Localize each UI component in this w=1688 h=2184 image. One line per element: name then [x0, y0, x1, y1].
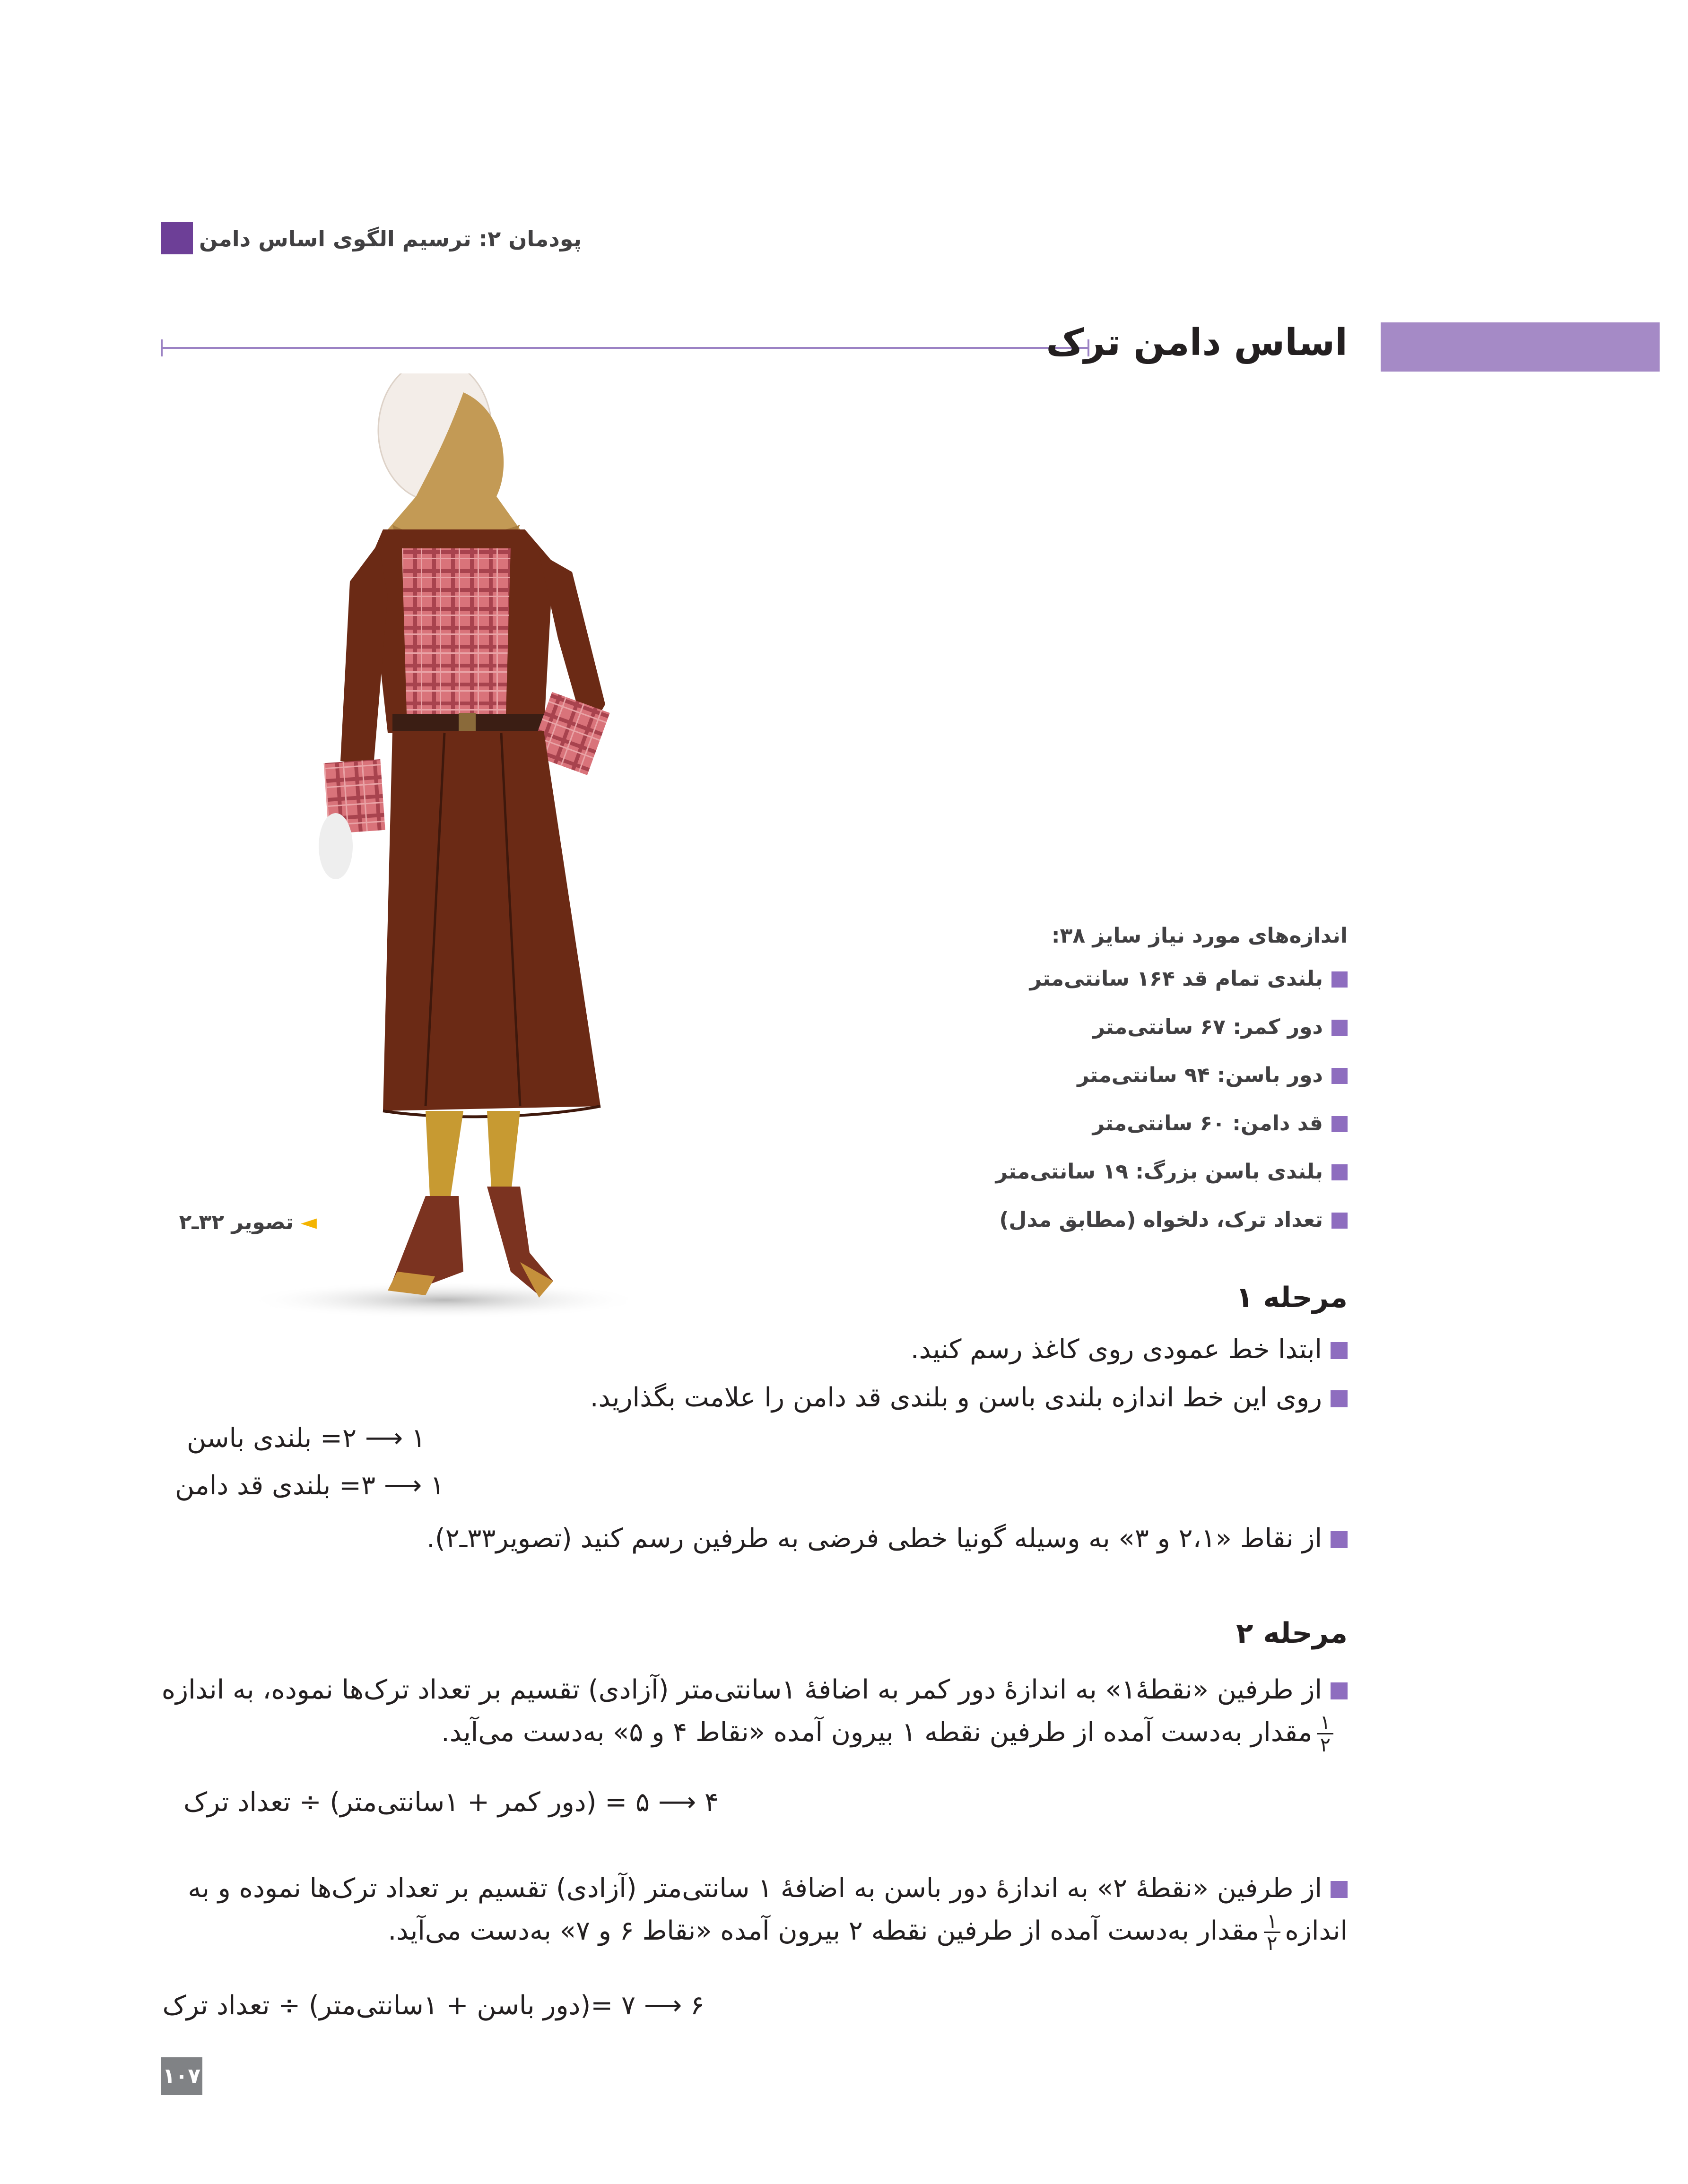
title-rule	[162, 347, 1088, 349]
fraction-half: $\frac{۱}{۲}$	[1264, 1911, 1280, 1954]
step1-paragraph-1: ابتدا خط عمودی روی کاغذ رسم کنید.	[567, 1328, 1348, 1371]
bullet-square-icon	[1331, 1116, 1348, 1132]
bullet-square-icon	[1331, 1164, 1348, 1180]
step1-formula-2: ۱ ⟶ ۳= بلندی قد دامن	[175, 1470, 444, 1501]
measurement-item: دور کمر: ۶۷ سانتی‌متر	[960, 1003, 1348, 1051]
bullet-square-icon	[1331, 1068, 1348, 1084]
bullet-square-icon	[1331, 1881, 1348, 1898]
fraction-half: $\frac{۱}{۲}$	[1317, 1712, 1333, 1755]
step2-heading: مرحله ۲	[1236, 1617, 1348, 1650]
step2-paragraph-2-line-2: اندازه $\frac{۱}{۲}$ مقدار به‌دست آمده از طرفین نقطه ۲ بیرون آمده «نقاط ۶ و ۷» به‌دست می‌آید.	[388, 1909, 1348, 1955]
module-title: پودمان ۲: ترسیم الگوی اساس دامن	[199, 226, 582, 251]
bullet-square-icon	[1331, 1342, 1348, 1359]
caption-arrow: ◄	[301, 1210, 317, 1234]
step1-paragraph-2: روی این خط اندازه بلندی باسن و بلندی قد دامن را علامت بگذارید.	[284, 1377, 1348, 1419]
step2-paragraph-1-line-2: $\frac{۱}{۲}$ مقدار به‌دست آمده از طرفین نقطه ۱ بیرون آمده «نقاط ۴ و ۵» به‌دست می‌آید.	[161, 1711, 1348, 1755]
step1-heading: مرحله ۱	[1236, 1281, 1348, 1314]
fashion-figure-svg	[180, 373, 700, 1333]
measurement-item: تعداد ترک، دلخواه (مطابق مدل)	[960, 1196, 1348, 1244]
step2-paragraph-2-line-1: از طرفین «نقطۀ ۲» به اندازۀ دور باسن به اضافۀ ۱ سانتی‌متر (آزادی) تقسیم بر تعداد ترک‌ها نموده و به	[161, 1867, 1348, 1910]
fashion-illustration	[180, 373, 700, 1333]
step2-paragraph-1	[161, 1669, 1348, 1755]
figure-caption	[161, 1210, 317, 1234]
step2-paragraph-1-line-1: از طرفین «نقطۀ۱» به اندازۀ دور کمر به اضافۀ ۱سانتی‌متر (آزادی) تقسیم بر تعداد ترک‌ها نموده، به اندازه	[161, 1669, 1348, 1711]
section-title: اساس دامن ترک	[1046, 321, 1348, 364]
bullet-square-icon	[1331, 1682, 1348, 1699]
measurement-item: قد دامن: ۶۰ سانتی‌متر	[960, 1100, 1348, 1148]
bullet-square-icon	[1331, 1213, 1348, 1229]
title-rule-cap-left	[161, 339, 163, 356]
step2-formula-2: ۶ ⟶ ۷ =(دور باسن + ۱سانتی‌متر) ÷ تعداد ترک	[162, 1990, 705, 2021]
section-title-bar	[1381, 322, 1660, 372]
measurements-list	[960, 917, 1348, 1244]
page-number: ۱۰۷	[161, 2057, 202, 2095]
bullet-square-icon	[1331, 1020, 1348, 1036]
measurement-item: بلندی باسن بزرگ: ۱۹ سانتی‌متر	[960, 1148, 1348, 1196]
step1-paragraph-3: از نقاط «۲،۱ و ۳» به وسیله گونیا خطی فرضی به طرفین رسم کنید (تصویر۳۳ـ۲).	[331, 1517, 1348, 1560]
measurement-item: دور باسن: ۹۴ سانتی‌متر	[960, 1051, 1348, 1100]
bullet-square-icon	[1331, 971, 1348, 988]
measurement-item: بلندی تمام قد ۱۶۴ سانتی‌متر	[960, 955, 1348, 1003]
step1-formula-1: ۱ ⟶ ۲= بلندی باسن	[186, 1423, 426, 1454]
bullet-square-icon	[1331, 1531, 1348, 1548]
caption-text: تصویر ۳۲ـ۲	[179, 1210, 294, 1234]
module-marker	[161, 222, 193, 254]
measurements-heading: اندازه‌های مورد نیاز سایز ۳۸:	[1051, 924, 1348, 948]
step2-paragraph-2	[161, 1867, 1348, 1954]
bullet-square-icon	[1331, 1390, 1348, 1407]
step2-formula-1: ۴ ⟶ ۵ = (دور کمر + ۱سانتی‌متر) ÷ تعداد ترک	[183, 1787, 719, 1818]
